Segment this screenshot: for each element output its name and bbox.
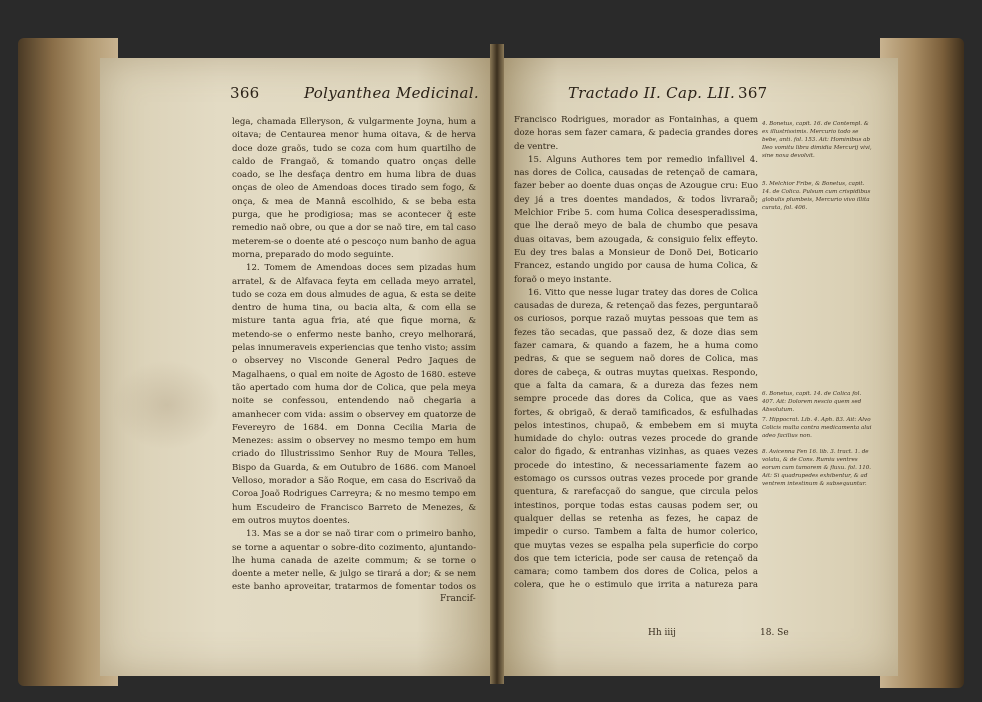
- right-page-body: [514, 114, 758, 592]
- left-catchword: Francif-: [440, 594, 476, 604]
- left-paragraph: lega, chamada Elleryson, & vulgarmente Joyna, hum a oitava; de Centaurea menor huma oitava, & de herva doce doze graõs, tudo se coza com hum quartilho de caldo de Frangaõ, & tomando quatro onças delle coado, se lhe desfaça dentro em huma libra de duas onças de oleo de Amendoas doces tirado sem fogo, & onça, & mea de Mannâ escolhido, & se beba esta purga, que he prodigiosa; mas se acontecer q̃ este remedio naõ obre, ou que a dor se naõ tire, em tal caso meterem-se o doente até o pescoço num banho de agua morna, preparado do modo seguinte.: [232, 117, 476, 260]
- signature-mark: Hh iiij: [648, 628, 676, 638]
- margin-note: 7. Hippocrat. Lib. 4. Aph. 83. Ait: Alvo Colicis multa contra medicamenta alui adeo facilius non.: [762, 417, 872, 439]
- left-paragraph: 13. Mas se a dor se naõ tirar com o primeiro banho, se torne a aquentar o sobre-dito cozimento, ajuntando-lhe huma canada de azeite commum; & se torne o doente a meter nelle, & julgo se tirará a dor; & se nem este banho aproveitar, tratarmos de fomentar todos os: [232, 529, 476, 593]
- right-page-number: 367: [738, 84, 768, 102]
- left-page-body: [232, 116, 476, 594]
- margin-note: 8. Avicenna Fen 16. lib. 3. tract. 1. de volatu, & de Cons. Rumiu ventres eorum cum tumorem & fluxu. fol. 110. Ait: Si quadrupedes exhibentur, & ad ventrem intestinum & subsequuntur.: [762, 449, 872, 487]
- left-paragraph: 12. Tomem de Amendoas doces sem pizadas hum arratel, & de Alfavaca feyta em cellada meyo arratel, tudo se coza em dous almudes de agua, & esta se deite dentro de huma tina, ou bacia alta, & com ella se misture tanta agua fria, até que fique morna, & metendo-se o enfermo neste banho, creyo melhorará, pelas innumeraveis experiencias que tenho visto; assim o observey no Visconde General Pedro Jaques de Magalhaens, o qual em noite de Agosto de 1680. esteve tão apertado com huma dor de Colica, que pela meya noite se confessou, entendendo naõ chegaria a amanhecer com vida: assim o observey em quatorze de Fevereyro de 1684. em Donna Cecilia Maria de Menezes: assim o observey no mesmo tempo em hum criado do Illustrissimo Senhor Ruy de Moura Telles, Bispo da Guarda, & em Outubro de 1686. com Manoel Velloso, morador a São Roque, em casa do Escrivaõ da Coroa Joaõ Rodrigues Carreyra; & no mesmo tempo em hum Escudeiro de Francisco Barreto de Menezes, & em outros muytos doentes.: [232, 263, 476, 526]
- right-paragraph: 16. Vitto que nesse lugar tratey das dores de Colica causadas de dureza, & retençaõ das fezes, perguntaraõ os curiosos, porque razaõ muytas pessoas que tem as fezes tão secadas, que passaõ dez, & doze dias sem fazer camara, & quando a fazem, he a huma como pedras, & que se seguem naõ dores de Colica, mas dores de cabeça, & outras muytas queixas. Respondo, que a falta da camara, & a dureza das fezes nem sempre procede das dores da Colica, que as vaes fortes, & obrigaõ, & deraõ tamificados, & esfulhadas pelos intestinos, chupaõ, & embebem em si muyta humidade do chylo: outras vezes procede do grande calor do figado, & entranhas vizinhas, as quaes vezes procede do intestino, & necessariamente fazem ao estomago os curssos outras vezes procede por grande quentura, & rarefacçaõ do sangue, que circula pelos intestinos, porque todas estas causas podem ser, ou qualquer dellas se retenha as fezes, he capaz de impedir o curso. Tambem a falta de humor colerico, que muytas vezes se espalha pela superficie do corpo dos que tem ictericia, pode ser causa de retençaõ da camara; como tambem dos dores de Colica, pelos a colera, que he o estimulo que irrita a natureza para: [514, 287, 758, 591]
- margin-note: 6. Bonetus, capit. 14. de Colica fol. 407. Ait: Dolorem nescio quem sed Absolutum.: [762, 391, 862, 413]
- right-running-head: Tractado II. Cap. LII.: [568, 84, 736, 102]
- right-paragraph: 15. Alguns Authores tem por remedio infallivel 4. nas dores de Colica, causadas de retençaõ de camara, fazer beber ao doente duas onças de Azougue cru: Euo dey já a tres doentes mandados, & todos livraraõ; Melchior Fribe 5. com huma Colica desesperadissima, que lhe deraõ meyo de bala de chumbo que pesava duas oitavas, bem azougada, & consiguio felix effeyto. Eu dey tres balas a Monsieur de Donõ Dei, Boticario Francez, estando ungido por causa de huma Colica, & foraõ o meyo instante.: [514, 154, 758, 285]
- margin-note: 5. Melchior Fribe, & Bonetus, capit. 14. de Colica. Pulsum cum crispidibus globulis plumbeis, Mercurio vivo illita curata, fol. 406.: [762, 181, 871, 211]
- left-page-number: 366: [230, 84, 260, 102]
- ink-bleed-stain: [112, 360, 222, 450]
- margin-note: 4. Bonetus, capit. 16. de Contempl. & ex illustrissimis. Mercurio todo se bebe, anti. fol. 153. Ait: Hominibus ab Ileo vomitu libra dimidia Mercurij vivi, sine noxa devolvit.: [762, 121, 872, 159]
- book-gutter: [490, 44, 504, 684]
- right-catchword: 18. Se: [760, 628, 789, 638]
- right-paragraph: Francisco Rodrigues, morador as Fontainhas, a quem doze horas sem fazer camara, & padecia grandes dores de ventre.: [514, 115, 758, 152]
- left-running-head: Polyanthea Medicinal.: [304, 84, 479, 102]
